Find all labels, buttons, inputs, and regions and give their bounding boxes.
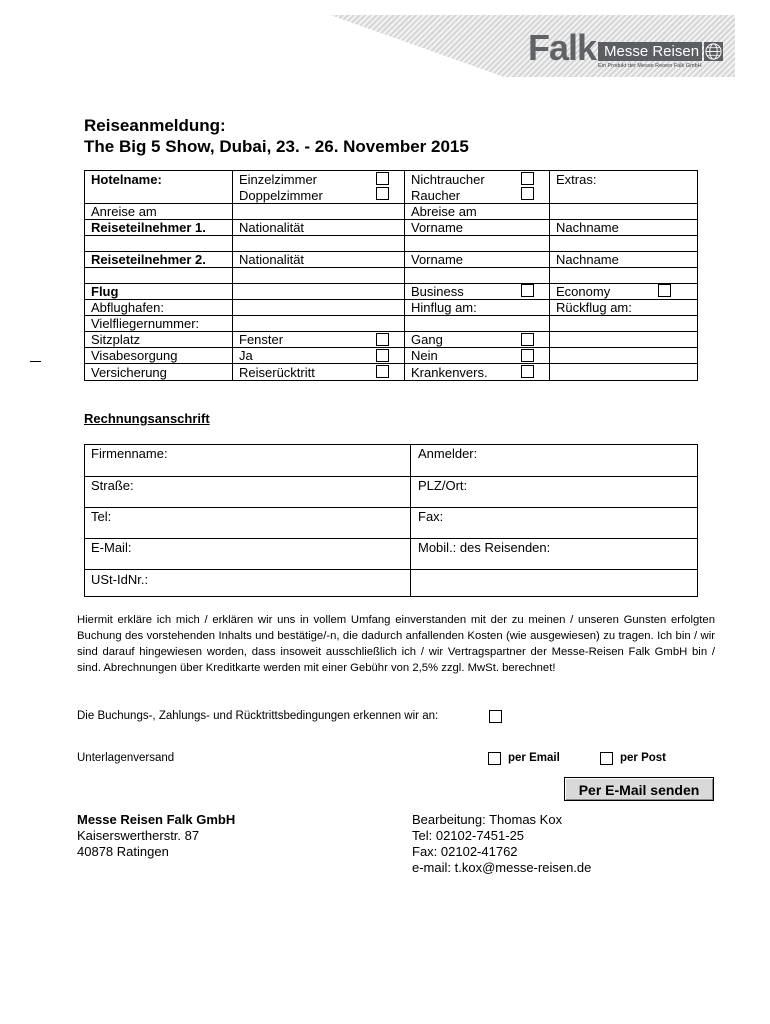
label-per-email: per Email <box>508 752 560 764</box>
label-tel: Tel: <box>91 509 112 524</box>
label-abflughafen: Abflughafen: <box>91 300 165 315</box>
terms-text: Die Buchungs-, Zahlungs- und Rücktrittsbedingungen erkennen wir an: <box>77 710 439 722</box>
margin-mark <box>30 361 41 362</box>
checkbox-einzelzimmer[interactable] <box>376 172 389 185</box>
logo-messe-reisen-box: Messe Reisen <box>598 42 702 61</box>
checkbox-reiseruecktritt[interactable] <box>376 365 389 378</box>
label-per-post: per Post <box>620 752 667 764</box>
label-ja: Ja <box>239 348 253 363</box>
checkbox-visa-nein[interactable] <box>521 349 534 362</box>
label-versicherung: Versicherung <box>91 365 167 380</box>
contact-email: e-mail: t.kox@messe-reisen.de <box>412 860 592 875</box>
label-business: Business <box>411 284 464 299</box>
unterlagen-label: Unterlagenversand <box>77 752 175 764</box>
label-vorname-2: Vorname <box>411 252 464 267</box>
logo-wordmark: Falk <box>528 27 597 68</box>
label-hotelname: Hotelname: <box>91 172 162 187</box>
label-nichtraucher: Nichtraucher <box>411 172 485 187</box>
label-vorname-1: Vorname <box>411 220 464 235</box>
label-reiseruecktritt: Reiserücktritt <box>239 365 315 380</box>
company-city: 40878 Ratingen <box>77 844 169 859</box>
label-economy: Economy <box>556 284 611 299</box>
checkbox-fenster[interactable] <box>376 333 389 346</box>
label-anreise: Anreise am <box>91 204 157 219</box>
checkbox-per-email[interactable] <box>488 752 501 765</box>
checkbox-visa-ja[interactable] <box>376 349 389 362</box>
label-firmenname: Firmenname: <box>91 446 168 461</box>
contact-fax: Fax: 02102-41762 <box>412 844 518 859</box>
globe-icon <box>704 42 723 61</box>
send-email-button[interactable]: Per E-Mail senden <box>564 777 714 801</box>
label-gang: Gang <box>411 332 443 347</box>
billing-heading: Rechnungsanschrift <box>84 411 210 426</box>
label-nationalitaet-1: Nationalität <box>239 220 305 235</box>
checkbox-economy[interactable] <box>658 284 671 297</box>
company-street: Kaiserswertherstr. 87 <box>77 828 200 843</box>
checkbox-per-post[interactable] <box>600 752 613 765</box>
label-teilnehmer-2: Reiseteilnehmer 2. <box>91 252 206 267</box>
label-teilnehmer-1: Reiseteilnehmer 1. <box>91 220 206 235</box>
company-name: Messe Reisen Falk GmbH <box>77 812 236 827</box>
label-fax: Fax: <box>418 509 444 524</box>
checkbox-nichtraucher[interactable] <box>521 172 534 185</box>
label-hinflug: Hinflug am: <box>411 300 477 315</box>
label-flug: Flug <box>91 284 119 299</box>
label-fenster: Fenster <box>239 332 284 347</box>
label-mobil: Mobil.: des Reisenden: <box>418 540 551 555</box>
checkbox-business[interactable] <box>521 284 534 297</box>
checkbox-terms[interactable] <box>489 710 502 723</box>
label-email: E-Mail: <box>91 540 132 555</box>
label-nachname-1: Nachname <box>556 220 619 235</box>
label-sitzplatz: Sitzplatz <box>91 332 141 347</box>
label-abreise: Abreise am <box>411 204 477 219</box>
logo-subtitle: Ein Produkt der Messe Reisen Falk GmbH <box>598 63 702 69</box>
label-raucher: Raucher <box>411 188 461 203</box>
label-doppelzimmer: Doppelzimmer <box>239 188 323 203</box>
label-nationalitaet-2: Nationalität <box>239 252 305 267</box>
declaration-text: Hiermit erkläre ich mich / erklären wir uns in vollem Umfang einverstanden mit der zu meinen / unseren Gunsten erfolgten Buchung des vorstehenden Inhalts und bestätige/-n, die dadurch anfallenden Kosten (wie ausgewiesen) zu tragen. Ich bin / wir sind darauf hingewiesen worden, dass insoweit ausschließlich ich / wir Vertragspartner der Messe-Reisen Falk GmbH bin / sind. Abrechnungen über Kreditkarte werden mit einer Gebühr von 2,5% zzgl. MwSt. berechnet! <box>77 614 715 674</box>
checkbox-raucher[interactable] <box>521 187 534 200</box>
label-visabesorgung: Visabesorgung <box>91 348 178 363</box>
label-vielfliegernummer: Vielfliegernummer: <box>91 316 200 331</box>
form-title: Reiseanmeldung: <box>84 116 226 135</box>
label-anmelder: Anmelder: <box>418 446 478 461</box>
checkbox-doppelzimmer[interactable] <box>376 187 389 200</box>
label-nein: Nein <box>411 348 438 363</box>
contact-tel: Tel: 02102-7451-25 <box>412 828 525 843</box>
label-krankenvers: Krankenvers. <box>411 365 488 380</box>
label-nachname-2: Nachname <box>556 252 619 267</box>
label-ust-idnr: USt-IdNr.: <box>91 572 149 587</box>
event-title: The Big 5 Show, Dubai, 23. - 26. November 2015 <box>84 137 469 156</box>
label-strasse: Straße: <box>91 478 134 493</box>
label-plz-ort: PLZ/Ort: <box>418 478 468 493</box>
contact-bearbeitung: Bearbeitung: Thomas Kox <box>412 812 563 827</box>
label-einzelzimmer: Einzelzimmer <box>239 172 318 187</box>
label-extras: Extras: <box>556 172 597 187</box>
label-rueckflug: Rückflug am: <box>556 300 632 315</box>
checkbox-krankenvers[interactable] <box>521 365 534 378</box>
checkbox-gang[interactable] <box>521 333 534 346</box>
